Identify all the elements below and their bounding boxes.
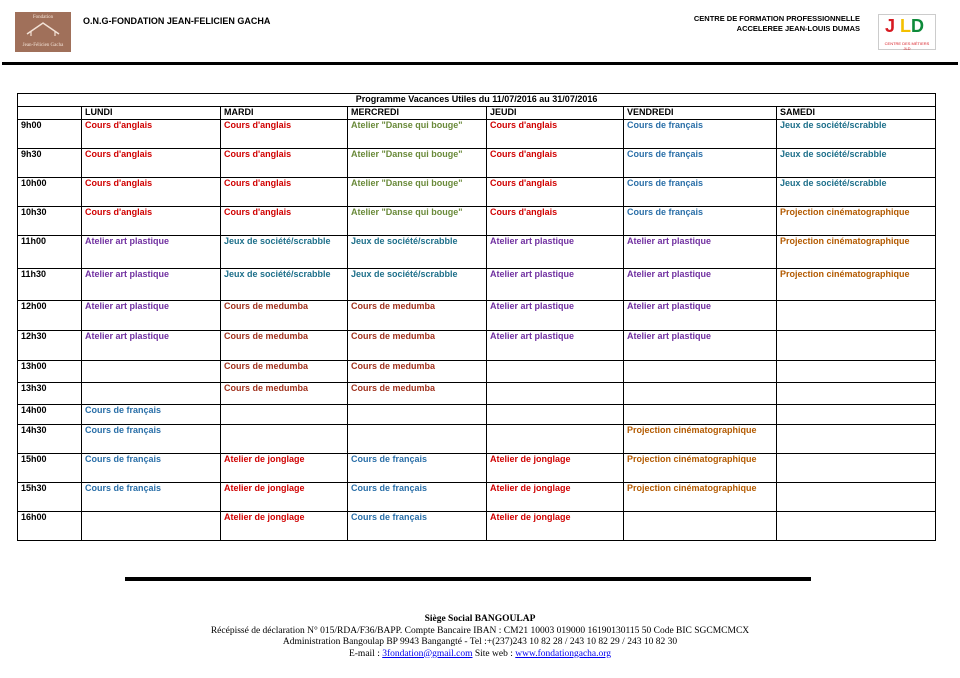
activity-cell: Cours de medumba [221, 383, 348, 405]
activity-cell: Atelier art plastique [82, 301, 221, 331]
schedule-row [18, 301, 936, 331]
activity-cell: Atelier de jonglage [221, 483, 348, 512]
activity-cell: Projection cinématographique [777, 207, 936, 236]
days-header-row [18, 107, 936, 120]
activity-cell: Atelier art plastique [487, 269, 624, 301]
time-slot: 14h00 [18, 405, 82, 425]
schedule-row [18, 361, 936, 383]
logo-letter-j: J [885, 16, 896, 36]
activity-cell [777, 301, 936, 331]
footer-divider [125, 577, 811, 581]
activity-cell: Jeux de société/scrabble [221, 236, 348, 269]
activity-cell: Jeux de société/scrabble [221, 269, 348, 301]
activity-cell [624, 512, 777, 541]
activity-cell: Projection cinématographique [777, 236, 936, 269]
activity-cell [777, 483, 936, 512]
schedule-row [18, 512, 936, 541]
activity-cell: Projection cinématographique [624, 454, 777, 483]
activity-cell: Atelier art plastique [82, 331, 221, 361]
fondation-logo [15, 12, 71, 52]
email-link[interactable]: 3fondation@gmail.com [382, 648, 473, 659]
footer-contact [100, 649, 860, 661]
activity-cell: Cours de medumba [221, 301, 348, 331]
site-label: Site web : [472, 648, 516, 659]
activity-cell: Cours d'anglais [82, 149, 221, 178]
schedule-table [17, 93, 936, 541]
activity-cell: Atelier art plastique [624, 331, 777, 361]
activity-cell: Jeux de société/scrabble [777, 149, 936, 178]
activity-cell: Cours de français [82, 483, 221, 512]
schedule-row [18, 454, 936, 483]
activity-cell: Atelier art plastique [487, 236, 624, 269]
activity-cell: Cours d'anglais [221, 149, 348, 178]
logo-bottom-text: Jean-Félicien Gacha [22, 43, 64, 48]
website-link[interactable]: www.fondationgacha.org [515, 648, 612, 659]
schedule-title: Programme Vacances Utiles du 11/07/2016 au 31/07/2016 [18, 94, 936, 107]
activity-cell: Cours de medumba [348, 331, 487, 361]
activity-cell: Cours de medumba [348, 301, 487, 331]
activity-cell [82, 512, 221, 541]
schedule-row [18, 236, 936, 269]
activity-cell: Jeux de société/scrabble [777, 178, 936, 207]
activity-cell [777, 425, 936, 454]
activity-cell: Atelier art plastique [487, 301, 624, 331]
logo-letter-l: L [900, 16, 912, 36]
email-label: E-mail : [348, 648, 383, 659]
activity-cell [221, 405, 348, 425]
jld-logo [878, 14, 936, 50]
time-slot: 13h30 [18, 383, 82, 405]
schedule-row [18, 405, 936, 425]
activity-cell: Jeux de société/scrabble [348, 269, 487, 301]
schedule-row [18, 269, 936, 301]
activity-cell: Atelier de jonglage [221, 454, 348, 483]
activity-cell: Atelier de jonglage [221, 512, 348, 541]
activity-cell [487, 405, 624, 425]
training-center-line2: ACCELEREE JEAN-LOUIS DUMAS [736, 24, 860, 33]
time-slot: 15h00 [18, 454, 82, 483]
activity-cell: Atelier art plastique [487, 331, 624, 361]
time-slot: 10h30 [18, 207, 82, 236]
day-header: MERCREDI [348, 107, 487, 120]
header-divider [2, 62, 958, 65]
activity-cell: Cours de français [82, 405, 221, 425]
activity-cell: Atelier de jonglage [487, 454, 624, 483]
activity-cell: Atelier "Danse qui bouge" [348, 207, 487, 236]
time-slot: 12h30 [18, 331, 82, 361]
activity-cell: Projection cinématographique [624, 483, 777, 512]
activity-cell [221, 425, 348, 454]
activity-cell: Atelier "Danse qui bouge" [348, 178, 487, 207]
activity-cell: Cours d'anglais [82, 178, 221, 207]
activity-cell: Cours d'anglais [221, 207, 348, 236]
organization-name: O.N.G-FONDATION JEAN-FELICIEN GACHA [83, 16, 271, 26]
time-slot: 10h00 [18, 178, 82, 207]
activity-cell: Atelier art plastique [82, 269, 221, 301]
jld-letters [885, 16, 924, 37]
schedule-row [18, 207, 936, 236]
activity-cell: Cours d'anglais [221, 178, 348, 207]
activity-cell [777, 331, 936, 361]
time-slot: 9h00 [18, 120, 82, 149]
activity-cell: Cours d'anglais [82, 120, 221, 149]
schedule-row [18, 483, 936, 512]
activity-cell: Cours de français [348, 454, 487, 483]
activity-cell: Cours de français [348, 483, 487, 512]
time-slot: 11h30 [18, 269, 82, 301]
activity-cell: Cours de medumba [221, 331, 348, 361]
activity-cell: Cours de français [82, 425, 221, 454]
training-center-line1: CENTRE DE FORMATION PROFESSIONNELLE [693, 14, 860, 23]
activity-cell [487, 425, 624, 454]
time-slot: 12h00 [18, 301, 82, 331]
footer-registration: Récépissé de déclaration N° 015/RDA/F36/BAPP. Compte Bancaire IBAN : CM21 10003 019000 16190130115 50 Code BIC SGCMCMCX [210, 625, 750, 636]
day-header: MARDI [221, 107, 348, 120]
activity-cell [624, 405, 777, 425]
schedule-row [18, 120, 936, 149]
activity-cell: Jeux de société/scrabble [777, 120, 936, 149]
activity-cell: Jeux de société/scrabble [348, 236, 487, 269]
activity-cell: Atelier art plastique [624, 236, 777, 269]
activity-cell [487, 383, 624, 405]
activity-cell: Atelier de jonglage [487, 512, 624, 541]
activity-cell [487, 361, 624, 383]
title-row [18, 94, 936, 107]
activity-cell [624, 383, 777, 405]
activity-cell: Atelier "Danse qui bouge" [348, 120, 487, 149]
activity-cell [348, 405, 487, 425]
day-header: SAMEDI [777, 107, 936, 120]
activity-cell [82, 383, 221, 405]
training-center-name [690, 14, 860, 34]
day-header: VENDREDI [624, 107, 777, 120]
activity-cell: Cours d'anglais [487, 178, 624, 207]
activity-cell: Cours d'anglais [487, 207, 624, 236]
time-header [18, 107, 82, 120]
time-slot: 15h30 [18, 483, 82, 512]
activity-cell [777, 361, 936, 383]
time-slot: 13h00 [18, 361, 82, 383]
activity-cell: Cours d'anglais [487, 120, 624, 149]
time-slot: 16h00 [18, 512, 82, 541]
activity-cell [777, 512, 936, 541]
activity-cell: Cours de medumba [348, 361, 487, 383]
activity-cell: Cours de français [624, 120, 777, 149]
schedule-row [18, 331, 936, 361]
house-roof-icon [25, 20, 61, 36]
activity-cell: Cours de medumba [221, 361, 348, 383]
activity-cell: Cours de français [624, 178, 777, 207]
activity-cell: Atelier art plastique [624, 301, 777, 331]
activity-cell: Cours de medumba [348, 383, 487, 405]
activity-cell: Cours de français [624, 149, 777, 178]
activity-cell: Cours de français [348, 512, 487, 541]
activity-cell: Atelier art plastique [82, 236, 221, 269]
activity-cell: Cours d'anglais [221, 120, 348, 149]
activity-cell [82, 361, 221, 383]
time-slot: 14h30 [18, 425, 82, 454]
activity-cell: Cours de français [624, 207, 777, 236]
activity-cell [624, 361, 777, 383]
time-slot: 11h00 [18, 236, 82, 269]
activity-cell: Cours d'anglais [487, 149, 624, 178]
activity-cell: Projection cinématographique [777, 269, 936, 301]
activity-cell: Cours d'anglais [82, 207, 221, 236]
time-slot: 9h30 [18, 149, 82, 178]
activity-cell [777, 454, 936, 483]
schedule-row [18, 383, 936, 405]
footer [100, 614, 860, 660]
day-header: JEUDI [487, 107, 624, 120]
activity-cell: Atelier "Danse qui bouge" [348, 149, 487, 178]
activity-cell [348, 425, 487, 454]
schedule-row [18, 149, 936, 178]
activity-cell: Atelier de jonglage [487, 483, 624, 512]
activity-cell [777, 383, 936, 405]
activity-cell [777, 405, 936, 425]
activity-cell: Atelier art plastique [624, 269, 777, 301]
jld-logo-subtitle: CENTRE DES MÉTIERS JLD [884, 41, 930, 51]
footer-administration: Administration Bangoulap BP 9943 Bangangté - Tel :+(237)243 10 82 28 / 243 10 82 29 / 243 10 82 30 [282, 637, 678, 647]
footer-title: Siège Social BANGOULAP [424, 614, 536, 624]
logo-top-text: Fondation [32, 15, 54, 20]
logo-letter-d: D [911, 16, 925, 36]
day-header: LUNDI [82, 107, 221, 120]
schedule-row [18, 178, 936, 207]
activity-cell: Projection cinématographique [624, 425, 777, 454]
activity-cell: Cours de français [82, 454, 221, 483]
schedule-row [18, 425, 936, 454]
